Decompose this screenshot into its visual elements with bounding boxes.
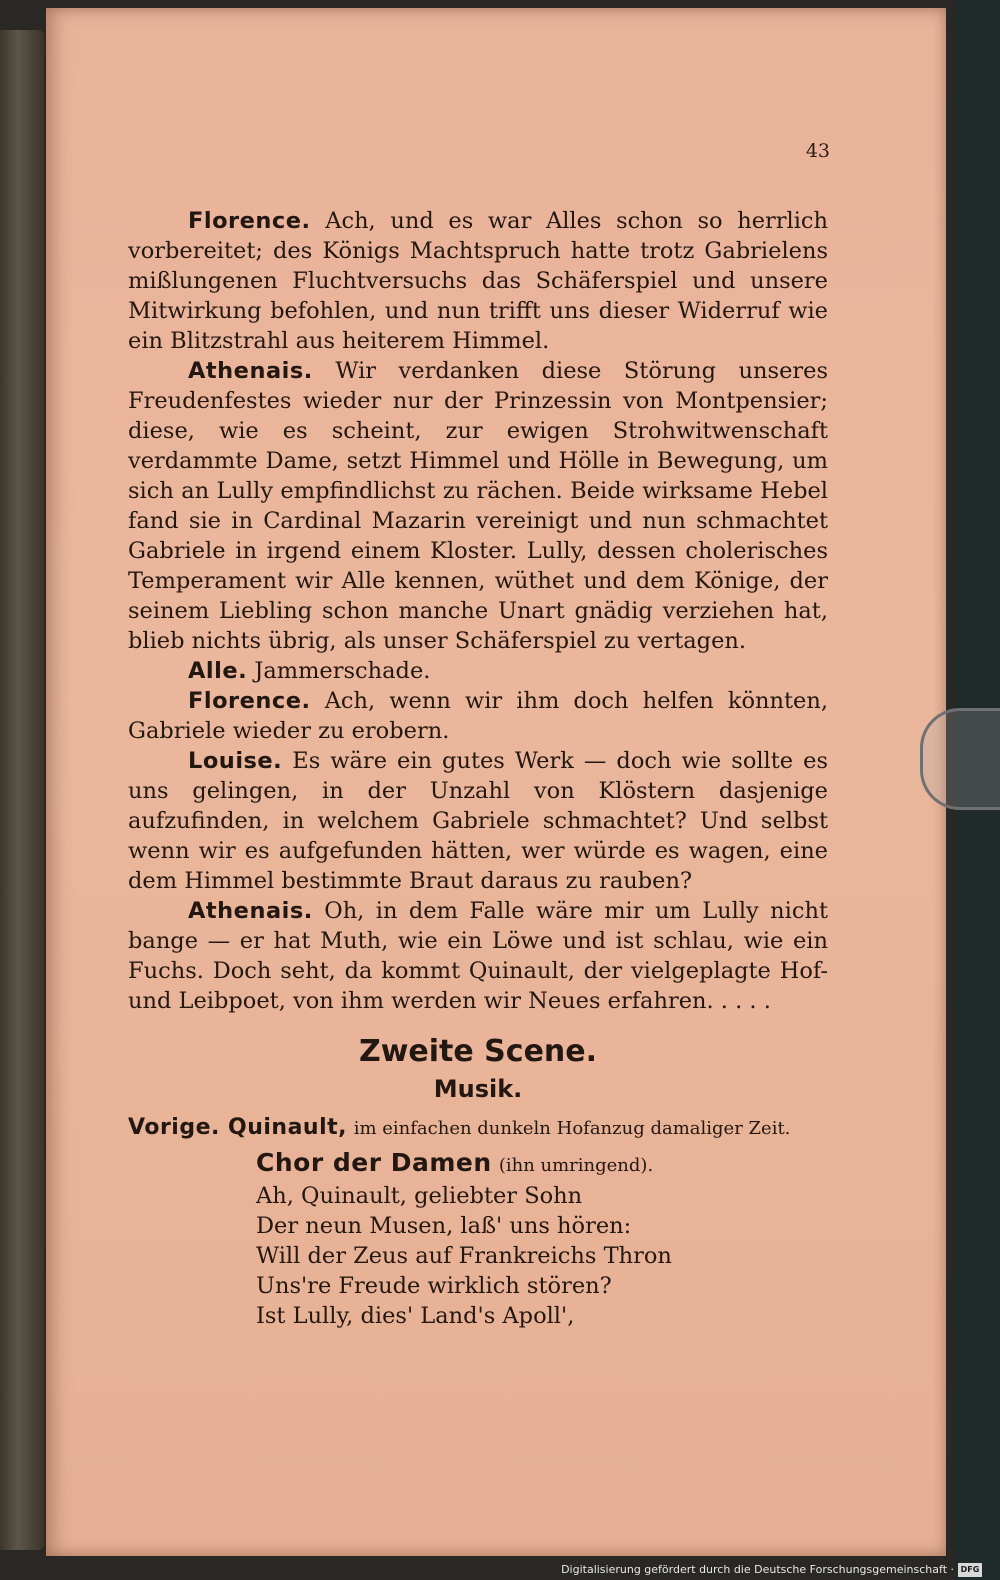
speaker-name: Athenais.: [188, 358, 313, 384]
verse-line: Ist Lully, dies' Land's Apoll',: [256, 1303, 575, 1329]
dialogue-text: Ach, wenn wir ihm doch helfen könnten, Gabriele wieder zu erobern.: [128, 688, 828, 744]
verse-line: Uns're Freude wirklich stören?: [256, 1273, 612, 1299]
stage-speakers: Vorige. Quinault,: [128, 1115, 348, 1140]
page-text: [128, 206, 828, 1331]
dialogue-paragraph: [128, 356, 828, 656]
dialogue-paragraph: [128, 656, 828, 686]
music-heading: Musik.: [433, 1075, 523, 1103]
chorus-line: [256, 1148, 828, 1181]
dialogue-paragraph: [128, 206, 828, 356]
stage-direction: [128, 1112, 828, 1144]
speaker-name: Louise.: [188, 748, 283, 774]
dialogue-text: Ach, und es war Alles schon so herrlich vorbereitet; des Königs Machtspruch hatte trotz Gabrielens mißlungenen Fluchtversuchs das Schäferspiel und unsere Mitwirkung befohlen, und nun trifft uns dieser Widerruf wie ein Blitzstrahl aus heiterem Himmel.: [128, 208, 828, 354]
page-number: 43: [805, 140, 830, 162]
scene-heading: Zweite Scene.: [358, 1034, 598, 1069]
dfg-logo: DFG: [958, 1563, 982, 1577]
dialogue-text: Jammerschade.: [254, 658, 431, 684]
dialogue-text: Oh, in dem Falle wäre mir um Lully nicht bange — er hat Muth, wie ein Löwe und ist schlau, wie ein Fuchs. Doch seht, da kommt Quinault, der vielgeplagte Hof- und Leibpoet, von ihm werden wir Neues erfahren. . . . .: [128, 898, 828, 1014]
book-left-edge: [0, 30, 44, 1550]
dialogue-paragraph: [128, 746, 828, 896]
speaker-name: Florence.: [188, 208, 311, 234]
verse-line: Der neun Musen, laß' uns hören:: [256, 1213, 632, 1239]
speaker-name: Athenais.: [188, 898, 313, 924]
dialogue-text: Wir verdanken diese Störung unseres Freudenfestes wieder nur der Prinzessin von Montpensier; diese, wie es scheint, zur ewigen Strohwitwenschaft verdammte Dame, setzt Himmel und Hölle in Bewegung, um sich an Lully empfindlichst zu rächen. Beide wirksame Hebel fand sie in Cardinal Mazarin vereinigt und nun schmachtet Gabriele in irgend einem Kloster. Lully, dessen cholerisches Temperament wir Alle kennen, wüthet und dem Könige, der seinem Liebling schon manche Unart gnädig verziehen hat, blieb nichts übrig, als unser Schäferspiel zu vertagen.: [128, 358, 829, 654]
dialogue-paragraph: [128, 686, 828, 746]
stage-text: im einfachen dunkeln Hofanzug damaliger Zeit.: [353, 1118, 791, 1139]
verse-line: Will der Zeus auf Frankreichs Thron: [256, 1243, 672, 1269]
verse-line: Ah, Quinault, geliebter Sohn: [256, 1183, 583, 1209]
dialogue-paragraph: [128, 896, 828, 1016]
speaker-name: Alle.: [188, 658, 248, 684]
speaker-name: Florence.: [188, 688, 311, 714]
page-clip: [920, 708, 1000, 810]
chorus-speaker: Chor der Damen: [256, 1148, 492, 1177]
digitization-credit: Digitalisierung gefördert durch die Deutsche Forschungsgemeinschaft ·: [561, 1563, 954, 1576]
dialogue-text: Es wäre ein gutes Werk — doch wie sollte es uns gelingen, in der Unzahl von Klöstern dasjenige aufzufinden, in welchem Gabriele schmachtet? Und selbst wenn wir es aufgefunden hätten, wer würde es wagen, eine dem Himmel bestimmte Braut daraus zu rauben?: [128, 748, 828, 894]
chorus-direction: (ihn umringend).: [498, 1155, 654, 1176]
